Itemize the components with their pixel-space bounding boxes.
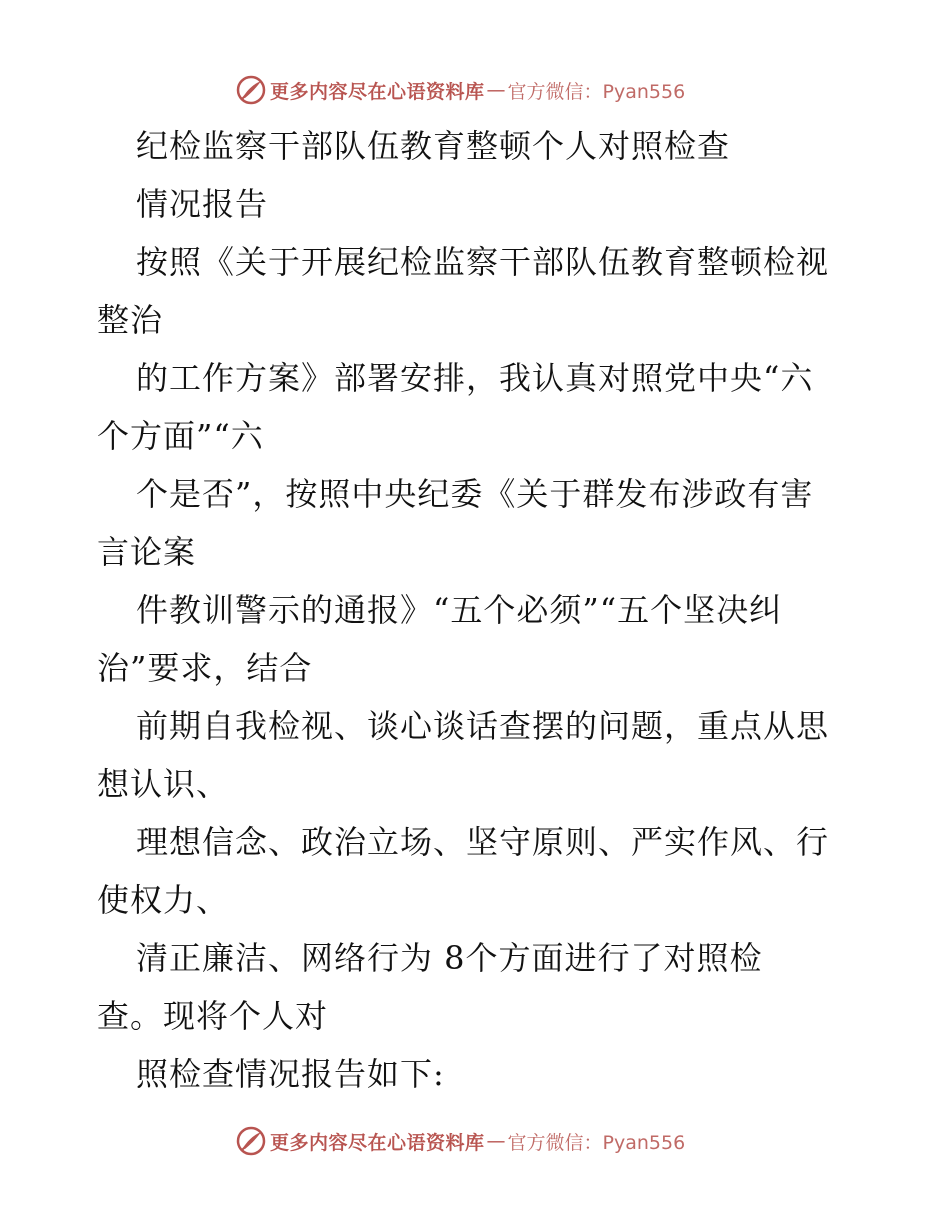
doc-line: 前期自我检视、谈心谈话查摆的问题，重点从思 <box>136 707 830 745</box>
header-watermark <box>236 73 685 107</box>
doc-line: 使权力、 <box>97 881 230 919</box>
doc-line: 言论案 <box>97 533 197 571</box>
doc-line: 想认识、 <box>97 765 230 803</box>
watermark-wechat: 官方微信：Pyan556 <box>507 1131 686 1154</box>
doc-line: 清正廉洁、网络行为 8个方面进行了对照检 <box>136 939 763 977</box>
doc-line: 按照《关于开展纪检监察干部队伍教育整顿检视 <box>136 243 830 281</box>
watermark-wechat: 官方微信：Pyan556 <box>507 80 686 103</box>
watermark-dash: — <box>486 79 506 101</box>
doc-line: 个方面”“六 <box>97 417 264 455</box>
quill-pen-logo-icon <box>236 75 266 105</box>
watermark-text: 更多内容尽在心语资料库 <box>270 80 485 103</box>
doc-line: 查。现将个人对 <box>97 997 329 1035</box>
doc-line: 情况报告 <box>136 185 269 223</box>
footer-watermark <box>236 1124 685 1158</box>
doc-line: 纪检监察干部队伍教育整顿个人对照检查 <box>136 127 731 165</box>
doc-line: 治”要求，结合 <box>97 649 313 687</box>
doc-line: 件教训警示的通报》“五个必须”“五个坚决纠 <box>136 591 783 629</box>
doc-line: 的工作方案》部署安排，我认真对照党中央“六 <box>136 359 814 397</box>
quill-pen-logo-icon <box>236 1126 266 1156</box>
doc-line: 照检查情况报告如下: <box>136 1055 445 1093</box>
doc-line: 个是否”，按照中央纪委《关于群发布涉政有害 <box>136 475 814 513</box>
watermark-dash: — <box>486 1130 506 1152</box>
watermark-text: 更多内容尽在心语资料库 <box>270 1131 485 1154</box>
doc-line: 整治 <box>97 301 164 339</box>
doc-line: 理想信念、政治立场、坚守原则、严实作风、行 <box>136 823 830 861</box>
